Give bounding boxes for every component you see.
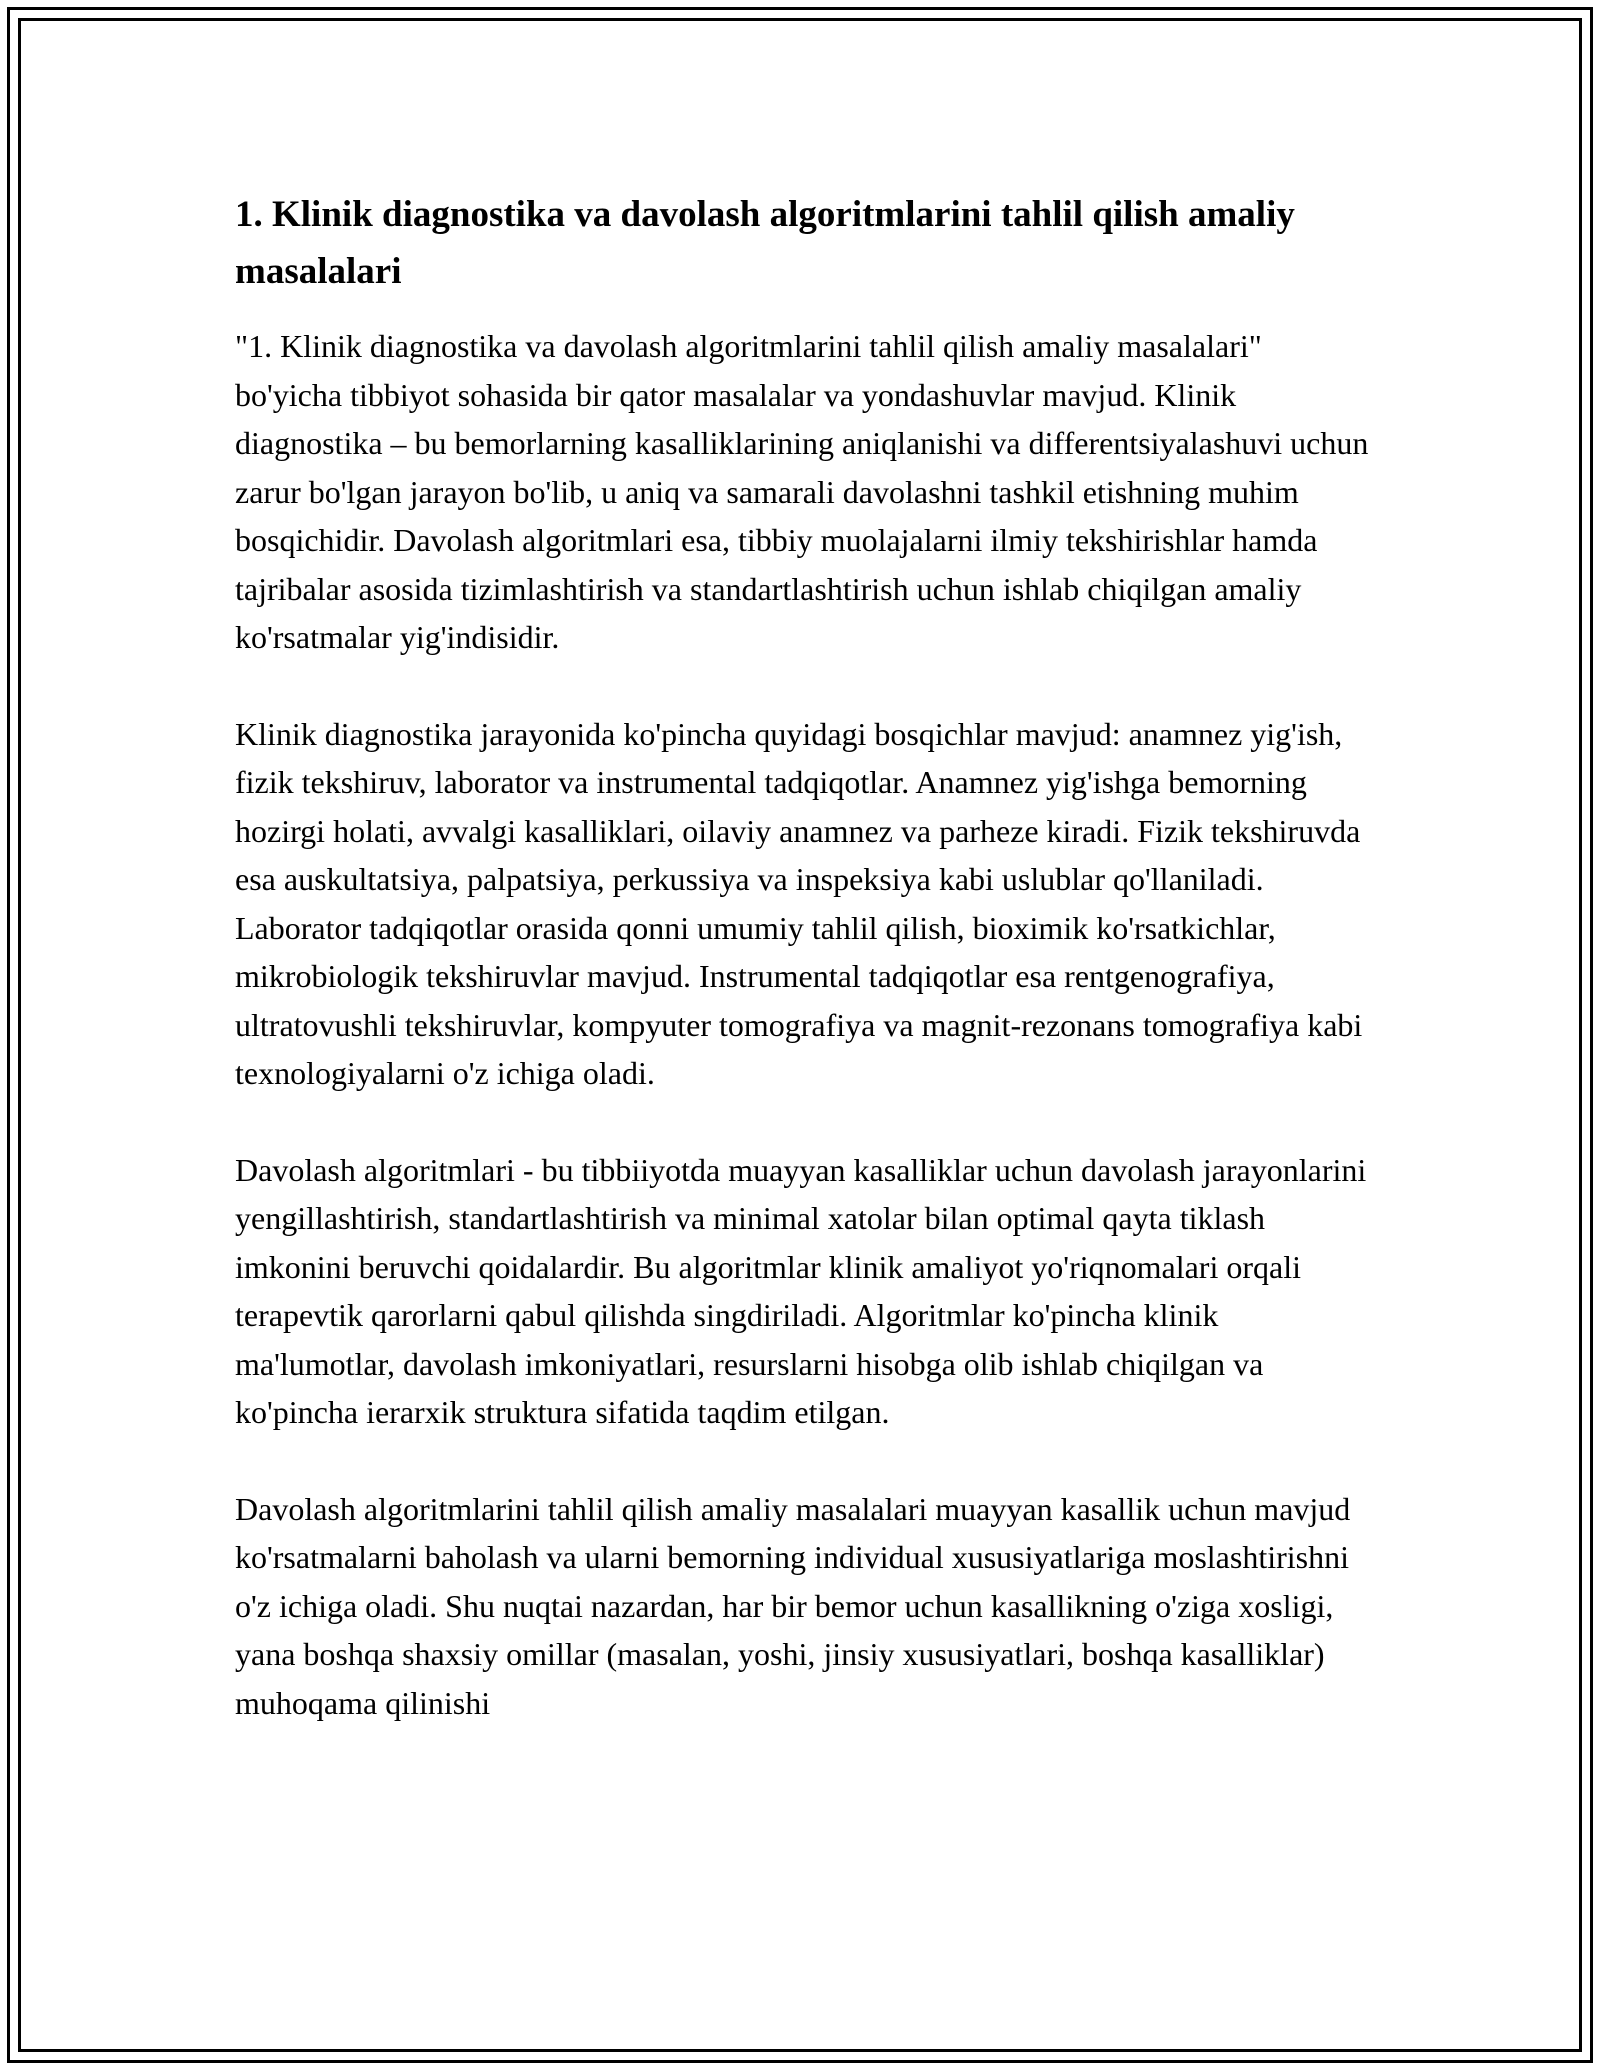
document-body — [235, 186, 1375, 1775]
paragraph-1: "1. Klinik diagnostika va davolash algoritmlarini tahlil qilish amaliy masalalari" bo'yicha tibbiyot sohasida bir qator masalalar va yondashuvlar mavjud. Klinik diagnostika – bu bemorlarning kasalliklarining aniqlanishi va differentsiyalashuvi uchun zarur bo'lgan jarayon bo'lib, u aniq va samarali davolashni tashkil etishning muhim bosqichidir. Davolash algoritmlari esa, tibbiy muolajalarni ilmiy tekshirishlar hamda tajribalar asosida tizimlashtirish va standartlashtirish uchun ishlab chiqilgan amaliy ko'rsatmalar yig'indisidir. — [235, 328, 1369, 655]
paragraph-2: Klinik diagnostika jarayonida ko'pincha quyidagi bosqichlar mavjud: anamnez yig'ish, fizik tekshiruv, laborator va instrumental tadqiqotlar. Anamnez yig'ishga bemorning hozirgi holati, avvalgi kasalliklari, oilaviy anamnez va parheze kiradi. Fizik tekshiruvda esa auskultatsiya, palpatsiya, perkussiya va inspeksiya kabi uslublar qo'llaniladi. Laborator tadqiqotlar orasida qonni umumiy tahlil qilish, bioximik ko'rsatkichlar, mikrobiologik tekshiruvlar mavjud. Instrumental tadqiqotlar esa rentgenografiya, ultratovushli tekshiruvlar, kompyuter tomografiya va magnit-rezonans tomografiya kabi texnologiyalarni o'z ichiga oladi. — [235, 715, 1363, 1091]
paragraph-4: Davolash algoritmlarini tahlil qilish amaliy masalalari muayyan kasallik uchun mavjud ko'rsatmalarni baholash va ularni bemorning individual xususiyatlariga moslashtirishni o'z ichiga oladi. Shu nuqtai nazardan, har bir bemor uchun kasallikning o'ziga xosligi, yana boshqa shaxsiy omillar (masalan, yoshi, jinsiy xususiyatlari, boshqa kasalliklar) muhoqama qilinishi — [235, 1490, 1351, 1721]
paragraph-3: Davolash algoritmlari - bu tibbiiyotda muayyan kasalliklar uchun davolash jarayonlarini yengillashtirish, standartlashtirish va minimal xatolar bilan optimal qayta tiklash imkonini beruvchi qoidalardir. Bu algoritmlar klinik amaliyot yo'riqnomalari orqali terapevtik qarorlarni qabul qilishda singdiriladi. Algoritmlar ko'pincha klinik ma'lumotlar, davolash imkoniyatlari, resurslarni hisobga olib ishlab chiqilgan va ko'pincha ierarxik struktura sifatida taqdim etilgan. — [235, 1151, 1367, 1430]
document-title: 1. Klinik diagnostika va davolash algoritmlarini tahlil qilish amaliy masalalari — [235, 194, 1295, 292]
